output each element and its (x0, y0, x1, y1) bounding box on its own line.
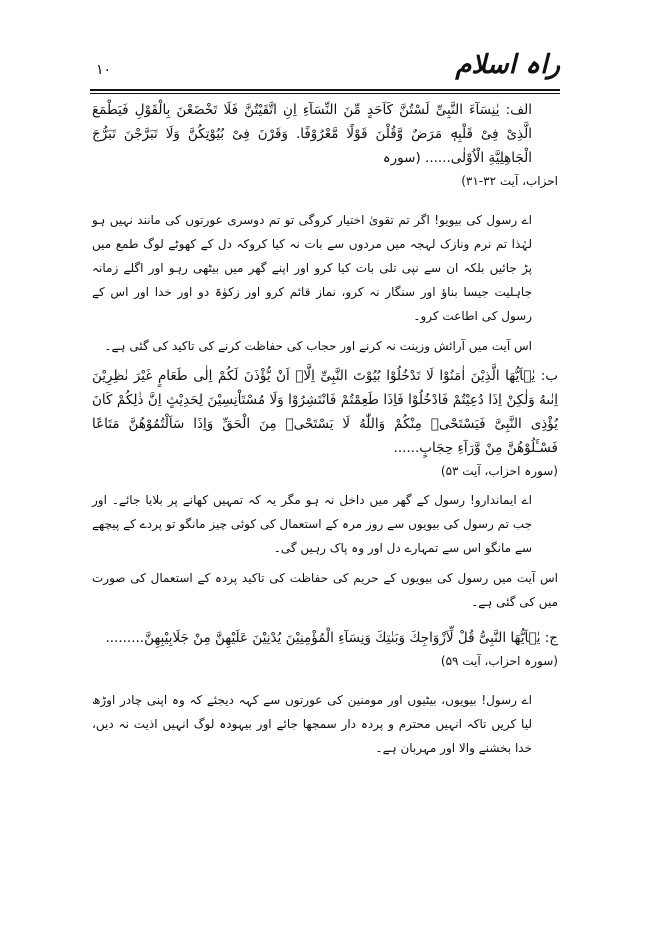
translation-c: اے رسول! بیویوں، بیٹیوں اور مومنین کی عورتوں سے کہہ دیجئے کہ وہ اپنی چادر اوڑھ لیا کریں تاکہ انہیں محترم و پردہ دار سمجھا جائے اور بیہودہ لوگ انہیں اذیت نہ دیں، خدا بخشنے والا اور مہربان ہے۔ (92, 693, 532, 755)
verse-b-reference: (سورہ احزاب، آیت ۵۳) (440, 464, 558, 478)
verse-a: الف: یٰنِسَآءَ النَّبِیِّ لَسْتُنَّ کَاَحَدٍ مِّنَ النِّسَآءِ اِنِ اتَّقَیْتُنَّ فَلَا تَخْضَعْنَ بِالْقَوْلِ فَیَطْمَعَ الَّذِیْ فِیْ قَلْبِهٖ مَرَضٌ وَّقُلْنَ قَوْلًا مَّعْرُوْفًا. وَقَرْنَ فِیْ بُیُوْتِكُنَّ وَلَا تَبَرَّجْنَ تَبَرُّجَ الْجَاهِلِیَّةِ الْاُوْلٰی...... (سورہ (92, 102, 532, 166)
page-header (90, 50, 560, 90)
verse-a-reference: احزاب، آیت ۳۲-۳۱) (461, 174, 558, 188)
header-rule (90, 89, 560, 94)
running-title: راہ اسلام (455, 50, 560, 80)
page-body (92, 98, 558, 760)
page-number: ۱۰ (96, 62, 112, 78)
note-b: اس آیت میں رسول کی بیویوں کے حریم کی حفاظت کی تاکید پردہ کے استعمال کی صورت میں کی گئی ہے۔ (92, 571, 558, 609)
translation-a: اے رسول کی بیویو! اگر تم تقویٰ اختیار کروگی تو تم دوسری عورتوں کی مانند نہیں ہو لہٰذا تم نرم ونازک لہجہ میں مردوں سے بات نہ کیا کروکہ دل کے کھوٹے لوگ طمع میں پڑ جائیں بلکہ ان سے نپی تلی بات کیا کرو اور اپنے گھر میں بیٹھی رہو اور اگلے زمانہ جاہلیت جیسا بناؤ اور سنگار نہ کرو، نماز قائم کرو اور زکوٰۃ دو اور خدا اور اس کے رسول کی اطاعت کرو۔ (92, 213, 532, 323)
translation-b: اے ایماندارو! رسول کے گھر میں داخل نہ ہو مگر یہ کہ تمہیں کھانے پر بلایا جائے۔ اور جب تم رسول کی بیویوں سے روز مرہ کے استعمال کی کوئی چیز مانگو تو پردے کے پیچھے سے مانگو اس سے تمہارے دل اور وہ پاک رہیں گی۔ (92, 493, 532, 555)
verse-b: ب: یٰۤاَیُّهَا الَّذِیْنَ اٰمَنُوْا لَا تَدْخُلُوْا بُیُوْتَ النَّبِیِّ اِلَّاۤ اَنْ یُّؤْذَنَ لَكُمْ اِلٰی طَعَامٍ غَیْرَ نٰظِرِیْنَ اِنٰىهُ وَلٰكِنْ اِذَا دُعِیْتُمْ فَادْخُلُوْا فَاِذَا طَعِمْتُمْ فَانْتَشِرُوْا وَلَا مُسْتَاْنِسِیْنَ لِحَدِیْثٍ اِنَّ ذٰلِكُمْ كَانَ یُؤْذِی النَّبِیَّ فَیَسْتَحْیٖ مِنْكُمْ وَاللّٰهُ لَا یَسْتَحْیٖ مِنَ الْحَقِّ وَاِذَا سَاَلْتُمُوْهُنَّ مَتَاعًا فَسْـَٔلُوْهُنَّ مِنْ وَّرَآءِ حِجَابٍ...... (92, 368, 558, 456)
note-a: اس آیت میں آرائش وزینت نہ کرنے اور حجاب کی حفاظت کرنے کی تاکید کی گئی ہے۔ (104, 339, 532, 353)
verse-c: ج: یٰۤاَیُّهَا النَّبِیُّ قُلْ لِّاَزْوَاجِكَ وَبَنٰتِكَ وَنِسَآءِ الْمُؤْمِنِیْنَ یُدْنِیْنَ عَلَیْهِنَّ مِنْ جَلَابِیْبِهِنَّ......... (105, 630, 558, 646)
verse-c-reference: (سورہ احزاب، آیت ۵۹) (440, 654, 558, 668)
